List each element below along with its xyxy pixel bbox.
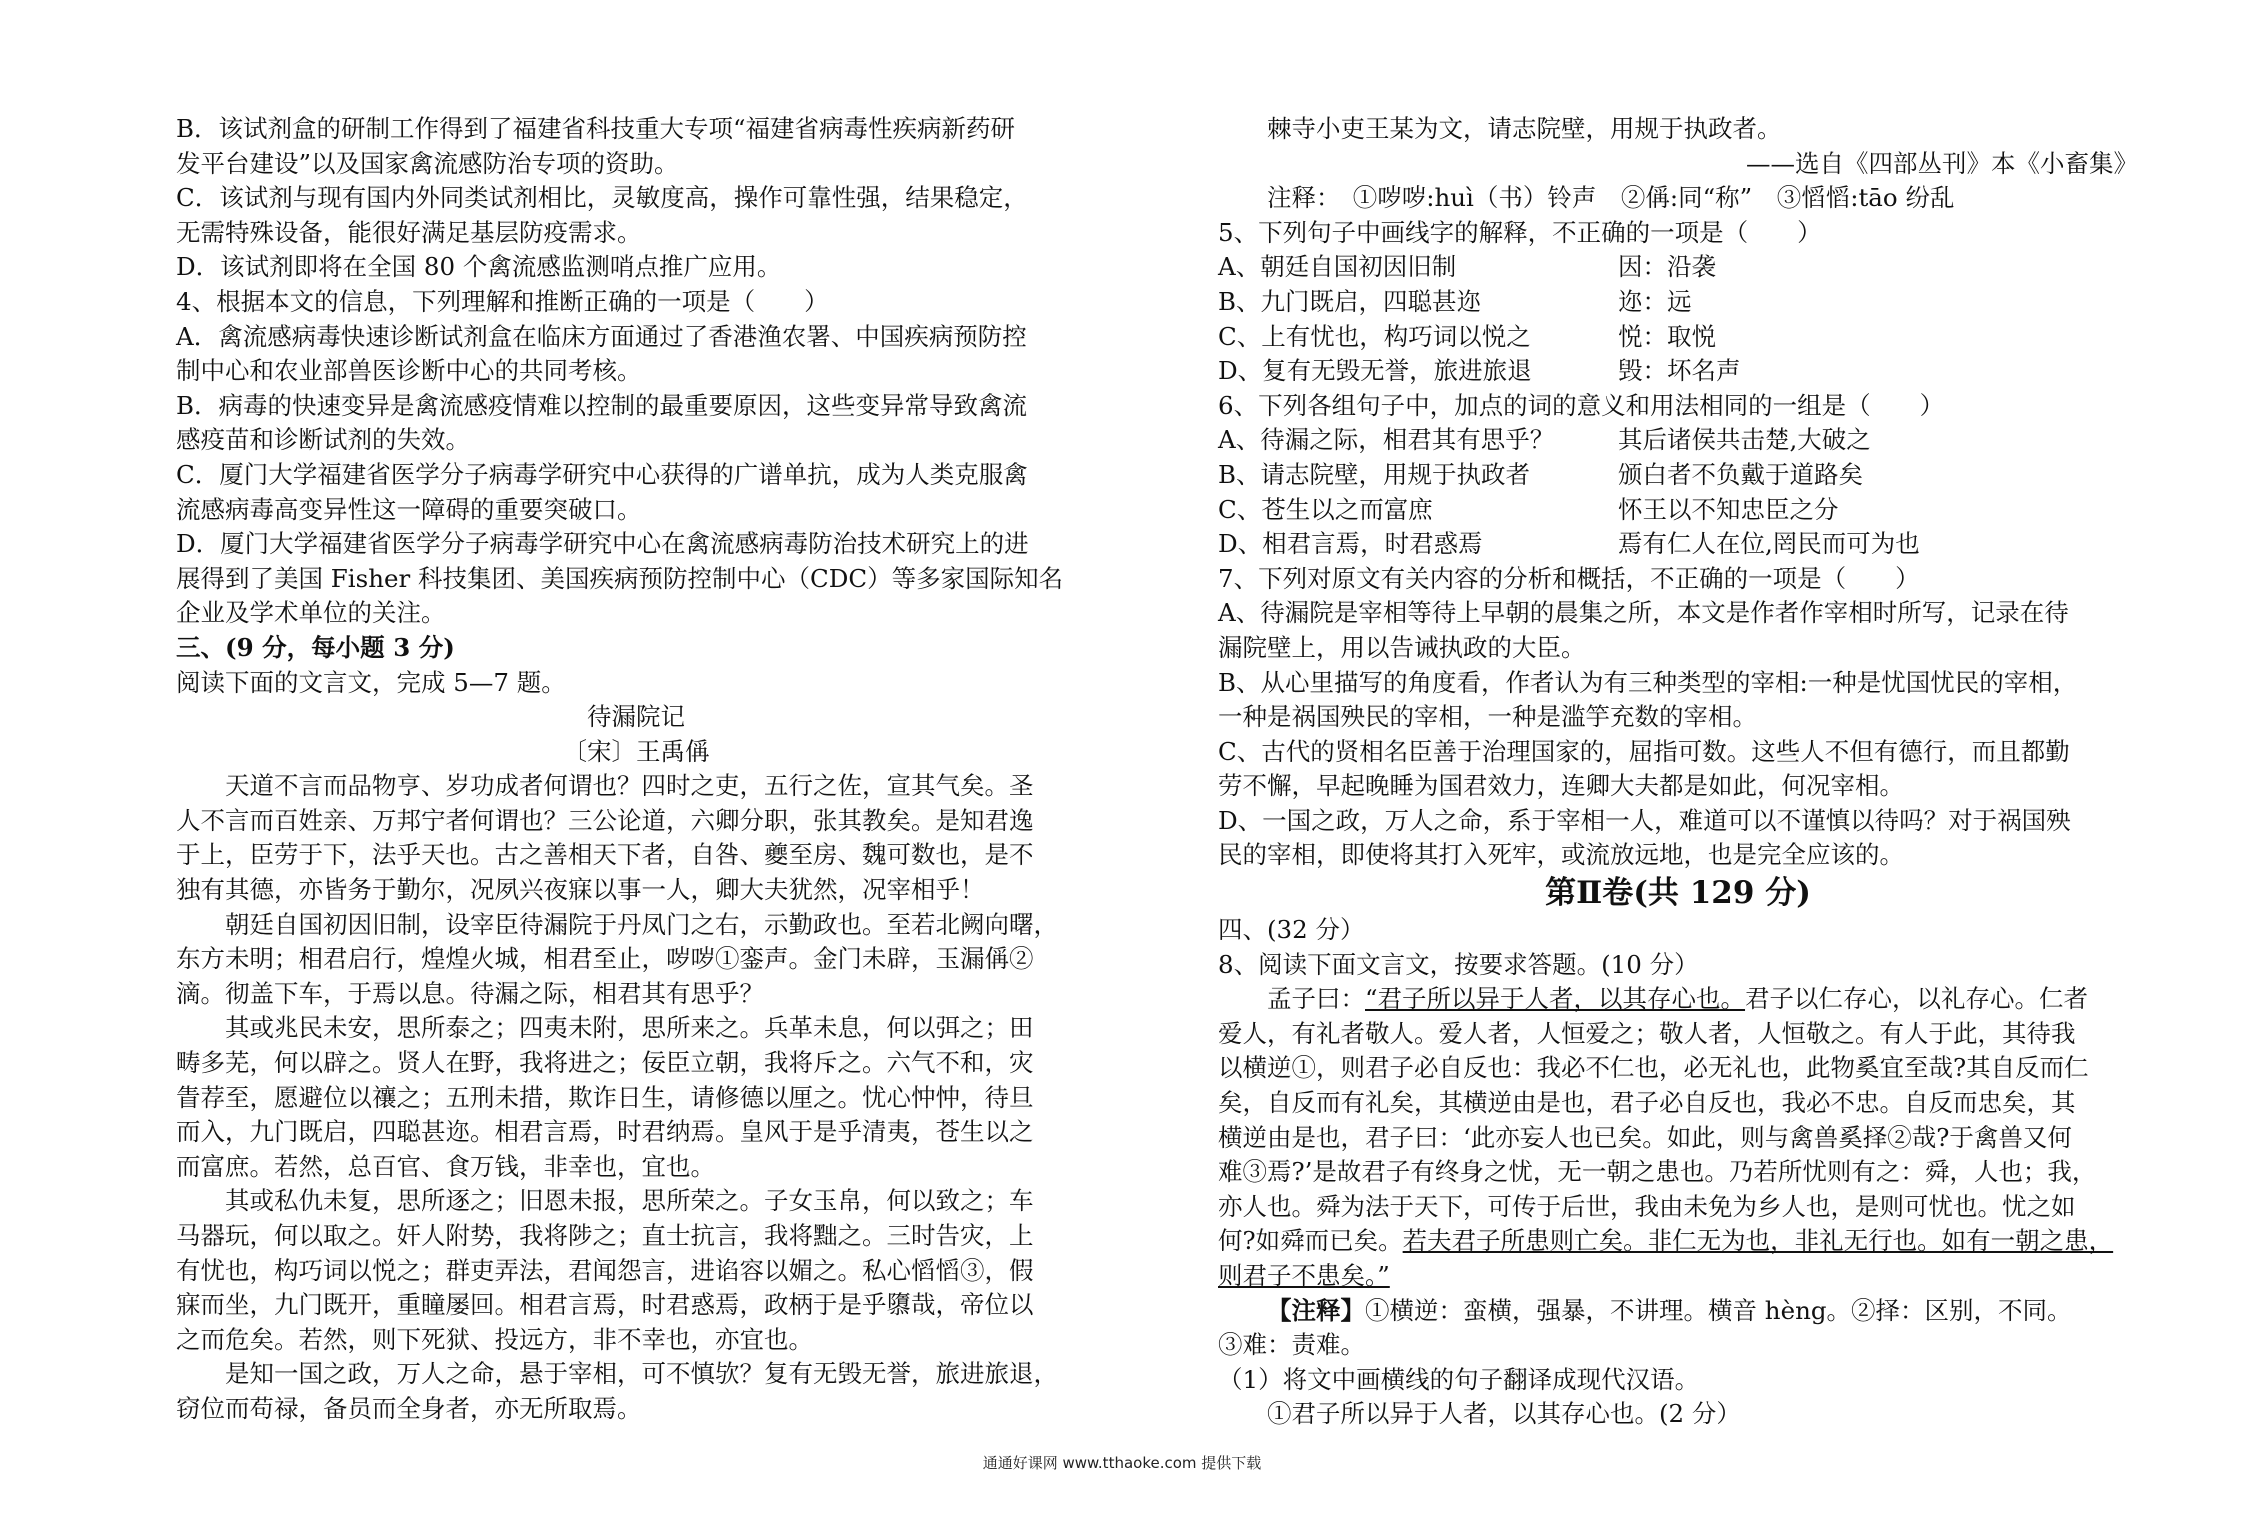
- passage-p1-line2: 人不言而百姓亲、万邦宁者何谓也？三公论道，六卿分职，张其教矣。是知君逸: [176, 805, 1034, 835]
- passage-p2-line1: 朝廷自国初因旧制，设宰臣待漏院于丹凤门之右，示勤政也。至若北阙向曙，: [225, 909, 1058, 939]
- q7-option-d-line2: 民的宰相，即使将其打入死牢，或流放远地，也是完全应该的。: [1218, 840, 1904, 870]
- notes-text-1: ①横逆：蛮横，强暴，不讲理。横音 hèng。②择：区别，不同。: [1365, 1295, 2072, 1325]
- q7-option-d-line1: D、一国之政，万人之命，系于宰相一人，难道可以不谨慎以待吗？对于祸国殃: [1218, 805, 2071, 835]
- passage-p3-line2: 畴多芜，何以辟之。贤人在野，我将进之；佞臣立朝，我将斥之。六气不和，灾: [176, 1048, 1034, 1078]
- passage-p4-line4: 寐而坐，九门既开，重瞳屡回。相君言焉，时君惑焉，政柄于是乎隳哉，帝位以: [176, 1290, 1034, 1320]
- q6-option-a-text: A、待漏之际，相君其有思乎？: [1218, 425, 1555, 455]
- footer-credit: 通通好课网 www.tthaoke.com 提供下载: [982, 1454, 1262, 1472]
- right-column: [1218, 112, 2138, 1432]
- q6-option-a-compare: 其后诸侯共击楚,大破之: [1618, 425, 1871, 455]
- q4-option-c-line1: C．厦门大学福建省医学分子病毒学研究中心获得的广谱单抗，成为人类克服禽: [176, 459, 1028, 489]
- mencius-line8: [1218, 1224, 2138, 1259]
- q3-option-d: D．该试剂即将在全国 80 个禽流感监测哨点推广应用。: [176, 252, 782, 282]
- passage-p3-line1: 其或兆民未安，思所泰之；四夷未附，思所来之。兵革未息，何以弭之；田: [225, 1013, 1034, 1043]
- q5-option-c-answer: 悦：取悦: [1618, 321, 1716, 351]
- passage-p3-line3: 眚荐至，愿避位以禳之；五刑未措，欺诈日生，请修德以厘之。忧心忡忡，待旦: [176, 1082, 1034, 1112]
- passage-p5-line2: 窃位而苟禄，备员而全身者，亦无所取焉。: [176, 1393, 642, 1423]
- q6-option-b-text: B、请志院壁，用规于执政者: [1218, 459, 1531, 489]
- q7-option-c-line2: 劳不懈，早起晚睡为国君效力，连卿大夫都是如此，何况宰相。: [1218, 771, 1904, 801]
- q6-option-d-text: D、相君言焉，时君惑焉: [1218, 529, 1483, 559]
- q5-option-b-text: B、九门既启，四聪甚迩: [1218, 286, 1482, 316]
- q6-option-c-compare: 怀王以不知忠臣之分: [1618, 494, 1839, 524]
- notes-label: 【注释】: [1267, 1295, 1365, 1325]
- volume-2-heading: 第Ⅱ卷(共 129 分): [1545, 875, 1811, 912]
- passage-p1-line1: 天道不言而品物亨、岁功成者何谓也？四时之吏，五行之佐，宣其气矣。圣: [225, 771, 1034, 801]
- q8-subquestion-1: （1）将文中画横线的句子翻译成现代汉语。: [1218, 1364, 1700, 1394]
- question-4: 4、根据本文的信息，下列理解和推断正确的一项是（ ）: [176, 286, 829, 316]
- mencius-notes-line2: ③难：责难。: [1218, 1330, 1365, 1360]
- q7-option-a-line2: 漏院壁上，用以告诫执政的大臣。: [1218, 632, 1586, 662]
- q5-option-d-text: D、复有无毁无誉，旅进旅退: [1218, 356, 1532, 386]
- passage-notes: 注释： ①哕哕:huì（书）铃声 ②偁:同“称” ③慆慆:tāo 纷乱: [1267, 183, 1955, 213]
- q6-option-b-compare: 颁白者不负戴于道路矣: [1618, 459, 1863, 489]
- mencius-line7: 亦人也。舜为法于天下，可传于后世，我由未免为乡人也，是则可忧也。忧之如: [1218, 1191, 2076, 1221]
- q7-option-a-line1: A、待漏院是宰相等待上早朝的晨集之所，本文是作者作宰相时所写，记录在待: [1218, 598, 2069, 628]
- q5-option-a-answer: 因：沿袭: [1618, 252, 1716, 282]
- q4-option-a-line1: A．禽流感病毒快速诊断试剂盒在临床方面通过了香港渔农署、中国疾病预防控: [176, 321, 1027, 351]
- mencius-line1-underlined: “君子所以异于人者，以其存心也。: [1365, 984, 1746, 1014]
- q3-option-b-line2: 发平台建设”以及国家禽流感防治专项的资助。: [176, 148, 679, 178]
- q6-option-d-compare: 焉有仁人在位,罔民而可为也: [1618, 529, 1920, 559]
- passage-p2-line3: 滴。彻盖下车，于焉以息。待漏之际，相君其有思乎？: [176, 978, 764, 1008]
- passage-p1-line4: 独有其德，亦皆务于勤尔，况夙兴夜寐以事一人，卿大夫犹然，况宰相乎！: [176, 875, 985, 905]
- mencius-line2: 爱人，有礼者敬人。爱人者，人恒爱之；敬人者，人恒敬之。有人于此，其待我: [1218, 1018, 2076, 1048]
- q4-option-d-line1: D．厦门大学福建省医学分子病毒学研究中心在禽流感病毒防治技术研究上的进: [176, 529, 1029, 559]
- section-4-heading: 四、(32 分）: [1218, 915, 1365, 945]
- passage-p4-line2: 马器玩，何以取之。奸人附势，我将陟之；直士抗言，我将黜之。三时告灾，上: [176, 1221, 1034, 1250]
- passage-p3-line4: 而入，九门既启，四聪甚迩。相君言焉，时君纳焉。皇风于是乎清夷，苍生以之: [176, 1117, 1034, 1147]
- q7-option-b-line2: 一种是祸国殃民的宰相，一种是滥竽充数的宰相。: [1218, 702, 1757, 732]
- left-column: [176, 112, 1096, 1427]
- passage-closing-line: 棘寺小吏王某为文，请志院壁，用规于执政者。: [1267, 114, 1782, 143]
- mencius-line6: 难③焉?’是故君子有终身之忧，无一朝之患也。乃若所忧则有之：舜，人也；我，: [1218, 1157, 2097, 1187]
- q4-option-a-line2: 制中心和农业部兽医诊断中心的共同考核。: [176, 356, 642, 386]
- q5-option-c-text: C、上有忧也，构巧词以悦之: [1218, 321, 1531, 351]
- q3-option-c-line2: 无需特殊设备，能很好满足基层防疫需求。: [176, 217, 642, 247]
- mencius-line8-pre: 何?如舜而已矣。: [1218, 1226, 1403, 1256]
- passage-p2-line2: 东方未明；相君启行，煌煌火城，相君至止，哕哕①銮声。金门未辟，玉漏偁②: [176, 944, 1034, 974]
- q7-option-b-line1: B、从心里描写的角度看，作者认为有三种类型的宰相:一种是忧国忧民的宰相，: [1218, 667, 2078, 697]
- mencius-line1-post: 君子以仁存心，以礼存心。仁者: [1745, 984, 2089, 1014]
- mencius-line3: 以横逆①，则君子必自反也：我必不仁也，必无礼也，此物奚宜至哉?其自反而仁: [1218, 1053, 2089, 1083]
- q5-option-d-answer: 毁：坏名声: [1618, 356, 1741, 386]
- passage-p5-line1: 是知一国之政，万人之命，悬于宰相，可不慎欤？复有无毁无誉，旅进旅退，: [225, 1359, 1058, 1389]
- question-6: 6、下列各组句子中，加点的词的意义和用法相同的一组是（ ）: [1218, 390, 1945, 420]
- q5-option-d: [1218, 354, 2138, 389]
- q5-option-b-answer: 迩：远: [1618, 286, 1692, 316]
- q3-option-b-line1: B．该试剂盒的研制工作得到了福建省科技重大专项“福建省病毒性疾病新药研: [176, 114, 1016, 143]
- q7-option-c-line1: C、古代的贤相名臣善于治理国家的，屈指可数。这些人不但有德行，而且都勤: [1218, 736, 2070, 766]
- passage-p4-line5: 之而危矣。若然，则下死狱、投远方，非不幸也，亦宜也。: [176, 1324, 813, 1354]
- q8-subquestion-1a: ①君子所以异于人者，以其存心也。(2 分）: [1267, 1399, 1741, 1429]
- mencius-line4: 矣，自反而有礼矣，其横逆由是也，君子必自反也，我必不忠。自反而忠矣，其: [1218, 1088, 2076, 1118]
- passage-p3-line5: 而富庶。若然，总百官、食万钱，非幸也，宜也。: [176, 1151, 715, 1181]
- mencius-notes-line1: [1218, 1294, 2138, 1329]
- mencius-line9: [1218, 1259, 2138, 1294]
- q4-option-d-line3: 企业及学术单位的关注。: [176, 598, 446, 628]
- passage-title: 待漏院记: [587, 702, 685, 732]
- q6-option-c: [1218, 493, 2138, 528]
- mencius-line1: [1218, 982, 2138, 1017]
- mencius-line1-pre: 孟子曰：: [1267, 984, 1365, 1014]
- passage-p4-line1: 其或私仇未复，思所逐之；旧恩未报，思所荣之。子女玉帛，何以致之；车: [225, 1186, 1034, 1216]
- q6-option-c-text: C、苍生以之而富庶: [1218, 494, 1433, 524]
- q6-option-b: [1218, 458, 2138, 493]
- q6-option-a: [1218, 423, 2138, 458]
- section-3-heading: 三、(9 分，每小题 3 分): [176, 632, 455, 662]
- section-3-instruction: 阅读下面的文言文，完成 5—7 题。: [176, 667, 566, 697]
- q5-option-c: [1218, 320, 2138, 355]
- mencius-line8-underlined: 若夫君子所患则亡矣。非仁无为也，非礼无行也。如有一朝之患，: [1402, 1226, 2114, 1256]
- question-7: 7、下列对原文有关内容的分析和概括，不正确的一项是（ ）: [1218, 563, 1920, 593]
- q4-option-b-line2: 感疫苗和诊断试剂的失效。: [176, 425, 470, 455]
- q4-option-d-line2: 展得到了美国 Fisher 科技集团、美国疾病预防控制中心（CDC）等多家国际知名: [176, 563, 1064, 593]
- mencius-line5: 横逆由是也，君子曰：‘此亦妄人也已矣。如此，则与禽兽奚择②哉?于禽兽又何: [1218, 1122, 2072, 1152]
- q3-option-c-line1: C．该试剂与现有国内外同类试剂相比，灵敏度高，操作可靠性强，结果稳定，: [176, 183, 1028, 213]
- question-8: 8、阅读下面文言文，按要求答题。(10 分）: [1218, 949, 1699, 979]
- q4-option-b-line1: B．病毒的快速变异是禽流感疫情难以控制的最重要原因，这些变异常导致禽流: [176, 390, 1028, 420]
- passage-p1-line3: 于上，臣劳于下，法乎天也。古之善相天下者，自咎、夔至房、魏可数也，是不: [176, 840, 1034, 870]
- q4-option-c-line2: 流感病毒高变异性这一障碍的重要突破口。: [176, 494, 642, 524]
- mencius-line9-underlined: 则君子不患矣。”: [1218, 1261, 1390, 1290]
- passage-p4-line3: 有忧也，构巧词以悦之；群吏弄法，君闻怨言，进谄容以媚之。私心慆慆③，假: [176, 1255, 1034, 1285]
- q5-option-a: [1218, 250, 2138, 285]
- passage-author: 〔宋〕王禹偁: [562, 736, 710, 766]
- q6-option-d: [1218, 527, 2138, 562]
- q5-option-b: [1218, 285, 2138, 320]
- q5-option-a-text: A、朝廷自国初因旧制: [1218, 252, 1457, 282]
- question-5: 5、下列句子中画线字的解释，不正确的一项是（ ）: [1218, 217, 1822, 247]
- passage-source: ——选自《四部丛刊》本《小畜集》: [1746, 148, 2138, 178]
